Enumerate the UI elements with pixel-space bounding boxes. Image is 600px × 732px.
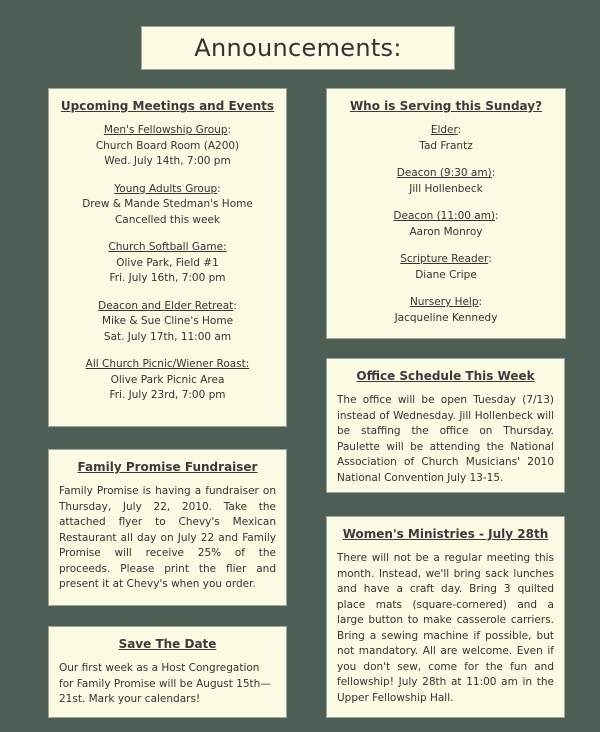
event-name: Church Softball Game: xyxy=(108,241,227,253)
event-location: Olive Park Picnic Area xyxy=(110,373,225,386)
serving-card xyxy=(326,88,566,339)
server-name: Jacqueline Kennedy xyxy=(394,311,498,324)
serving-title: Who is Serving this Sunday? xyxy=(349,99,543,113)
savedate-body: Our first week as a Host Congregation for Family Promise will be August 15th—21st. Mark your calendars! xyxy=(59,662,271,705)
list-item xyxy=(59,182,276,229)
save-the-date-card xyxy=(48,626,287,718)
role-colon: : xyxy=(491,167,496,179)
page-title: Announcements: xyxy=(194,34,402,62)
list-item xyxy=(337,295,555,326)
server-name: Aaron Monroy xyxy=(409,225,483,238)
role-name: Elder xyxy=(430,124,458,136)
event-location: Olive Park, Field #1 xyxy=(116,256,219,269)
list-item xyxy=(59,299,276,346)
meetings-list xyxy=(59,123,276,404)
womens-ministries-card xyxy=(326,516,565,718)
event-name: Young Adults Group xyxy=(114,182,218,195)
event-name-colon: : xyxy=(227,124,232,136)
event-name: All Church Picnic/Wiener Roast: xyxy=(85,358,250,370)
event-name: Deacon and Elder Retreat xyxy=(98,299,234,312)
server-name: Tad Frantz xyxy=(419,139,473,152)
list-item xyxy=(59,240,276,287)
women-title: Women's Ministries - July 28th xyxy=(342,527,549,541)
event-location: Mike & Sue Cline's Home xyxy=(101,315,234,327)
event-time: Sat. July 17th, 11:00 am xyxy=(103,330,232,343)
event-time: Fri. July 23rd, 7:00 pm xyxy=(109,389,226,401)
fundraiser-title: Family Promise Fundraiser xyxy=(77,460,258,474)
office-body: The office will be open Tuesday (7/13) instead of Wednesday. Jill Hollenbeck will be staffing the office on Thursday. Paulette will be attending the National Association of Church Musicians' 2010 National Convention July 13-15. xyxy=(337,394,554,484)
event-location: Church Board Room (A200) xyxy=(95,139,240,152)
event-location: Drew & Mande Stedman's Home xyxy=(82,198,253,210)
role-name: Deacon (9:30 am) xyxy=(396,167,492,179)
list-item xyxy=(337,123,555,154)
event-name: Men's Fellowship Group xyxy=(103,124,228,136)
list-item xyxy=(337,252,555,283)
list-item xyxy=(59,357,276,404)
event-time: Cancelled this week xyxy=(114,213,221,226)
office-title: Office Schedule This Week xyxy=(356,369,535,383)
list-item xyxy=(59,123,276,170)
server-name: Jill Hollenbeck xyxy=(409,182,483,195)
role-colon: : xyxy=(495,210,499,222)
meetings-title: Upcoming Meetings and Events xyxy=(60,99,275,113)
role-name: Scripture Reader xyxy=(400,253,489,265)
meetings-card xyxy=(48,88,287,427)
event-time: Wed. July 14th, 7:00 pm xyxy=(104,155,231,167)
server-name: Diane Cripe xyxy=(415,268,477,281)
event-time: Fri. July 16th, 7:00 pm xyxy=(109,272,226,284)
savedate-title: Save The Date xyxy=(118,637,217,651)
women-body: There will not be a regular meeting this month. Instead, we'll bring sack lunches and have a craft day. Bring 3 quilted place mats (square-cornered) and a large button to make casserole carriers. Bring a sewing machine if possible, but not mandatory. All are welcome. Even if you don't sew, come for the fun and fellowship! July 28th at 11:00 am in the Upper Fellowship Hall. xyxy=(337,552,554,704)
list-item xyxy=(337,166,555,197)
serving-list xyxy=(337,123,555,326)
role-colon: : xyxy=(488,253,492,265)
announcements-header xyxy=(141,26,455,70)
event-name-colon: : xyxy=(217,182,221,195)
role-name: Nursery Help xyxy=(409,296,479,308)
list-item xyxy=(337,209,555,240)
role-colon: : xyxy=(478,296,483,308)
office-schedule-card xyxy=(326,358,565,493)
fundraiser-body: Family Promise is having a fundraiser on Thursday, July 22, 2010. Take the attached flyer to Chevy's Mexican Restaurant all day on July 22 and Family Promise will receive 25% of the proceeds. Please print the flier and present it at Chevy's when you order. xyxy=(59,485,276,590)
fundraiser-card xyxy=(48,449,287,606)
event-name-colon: : xyxy=(233,299,237,312)
role-name: Deacon (11:00 am) xyxy=(393,210,496,222)
role-colon: : xyxy=(457,124,462,136)
